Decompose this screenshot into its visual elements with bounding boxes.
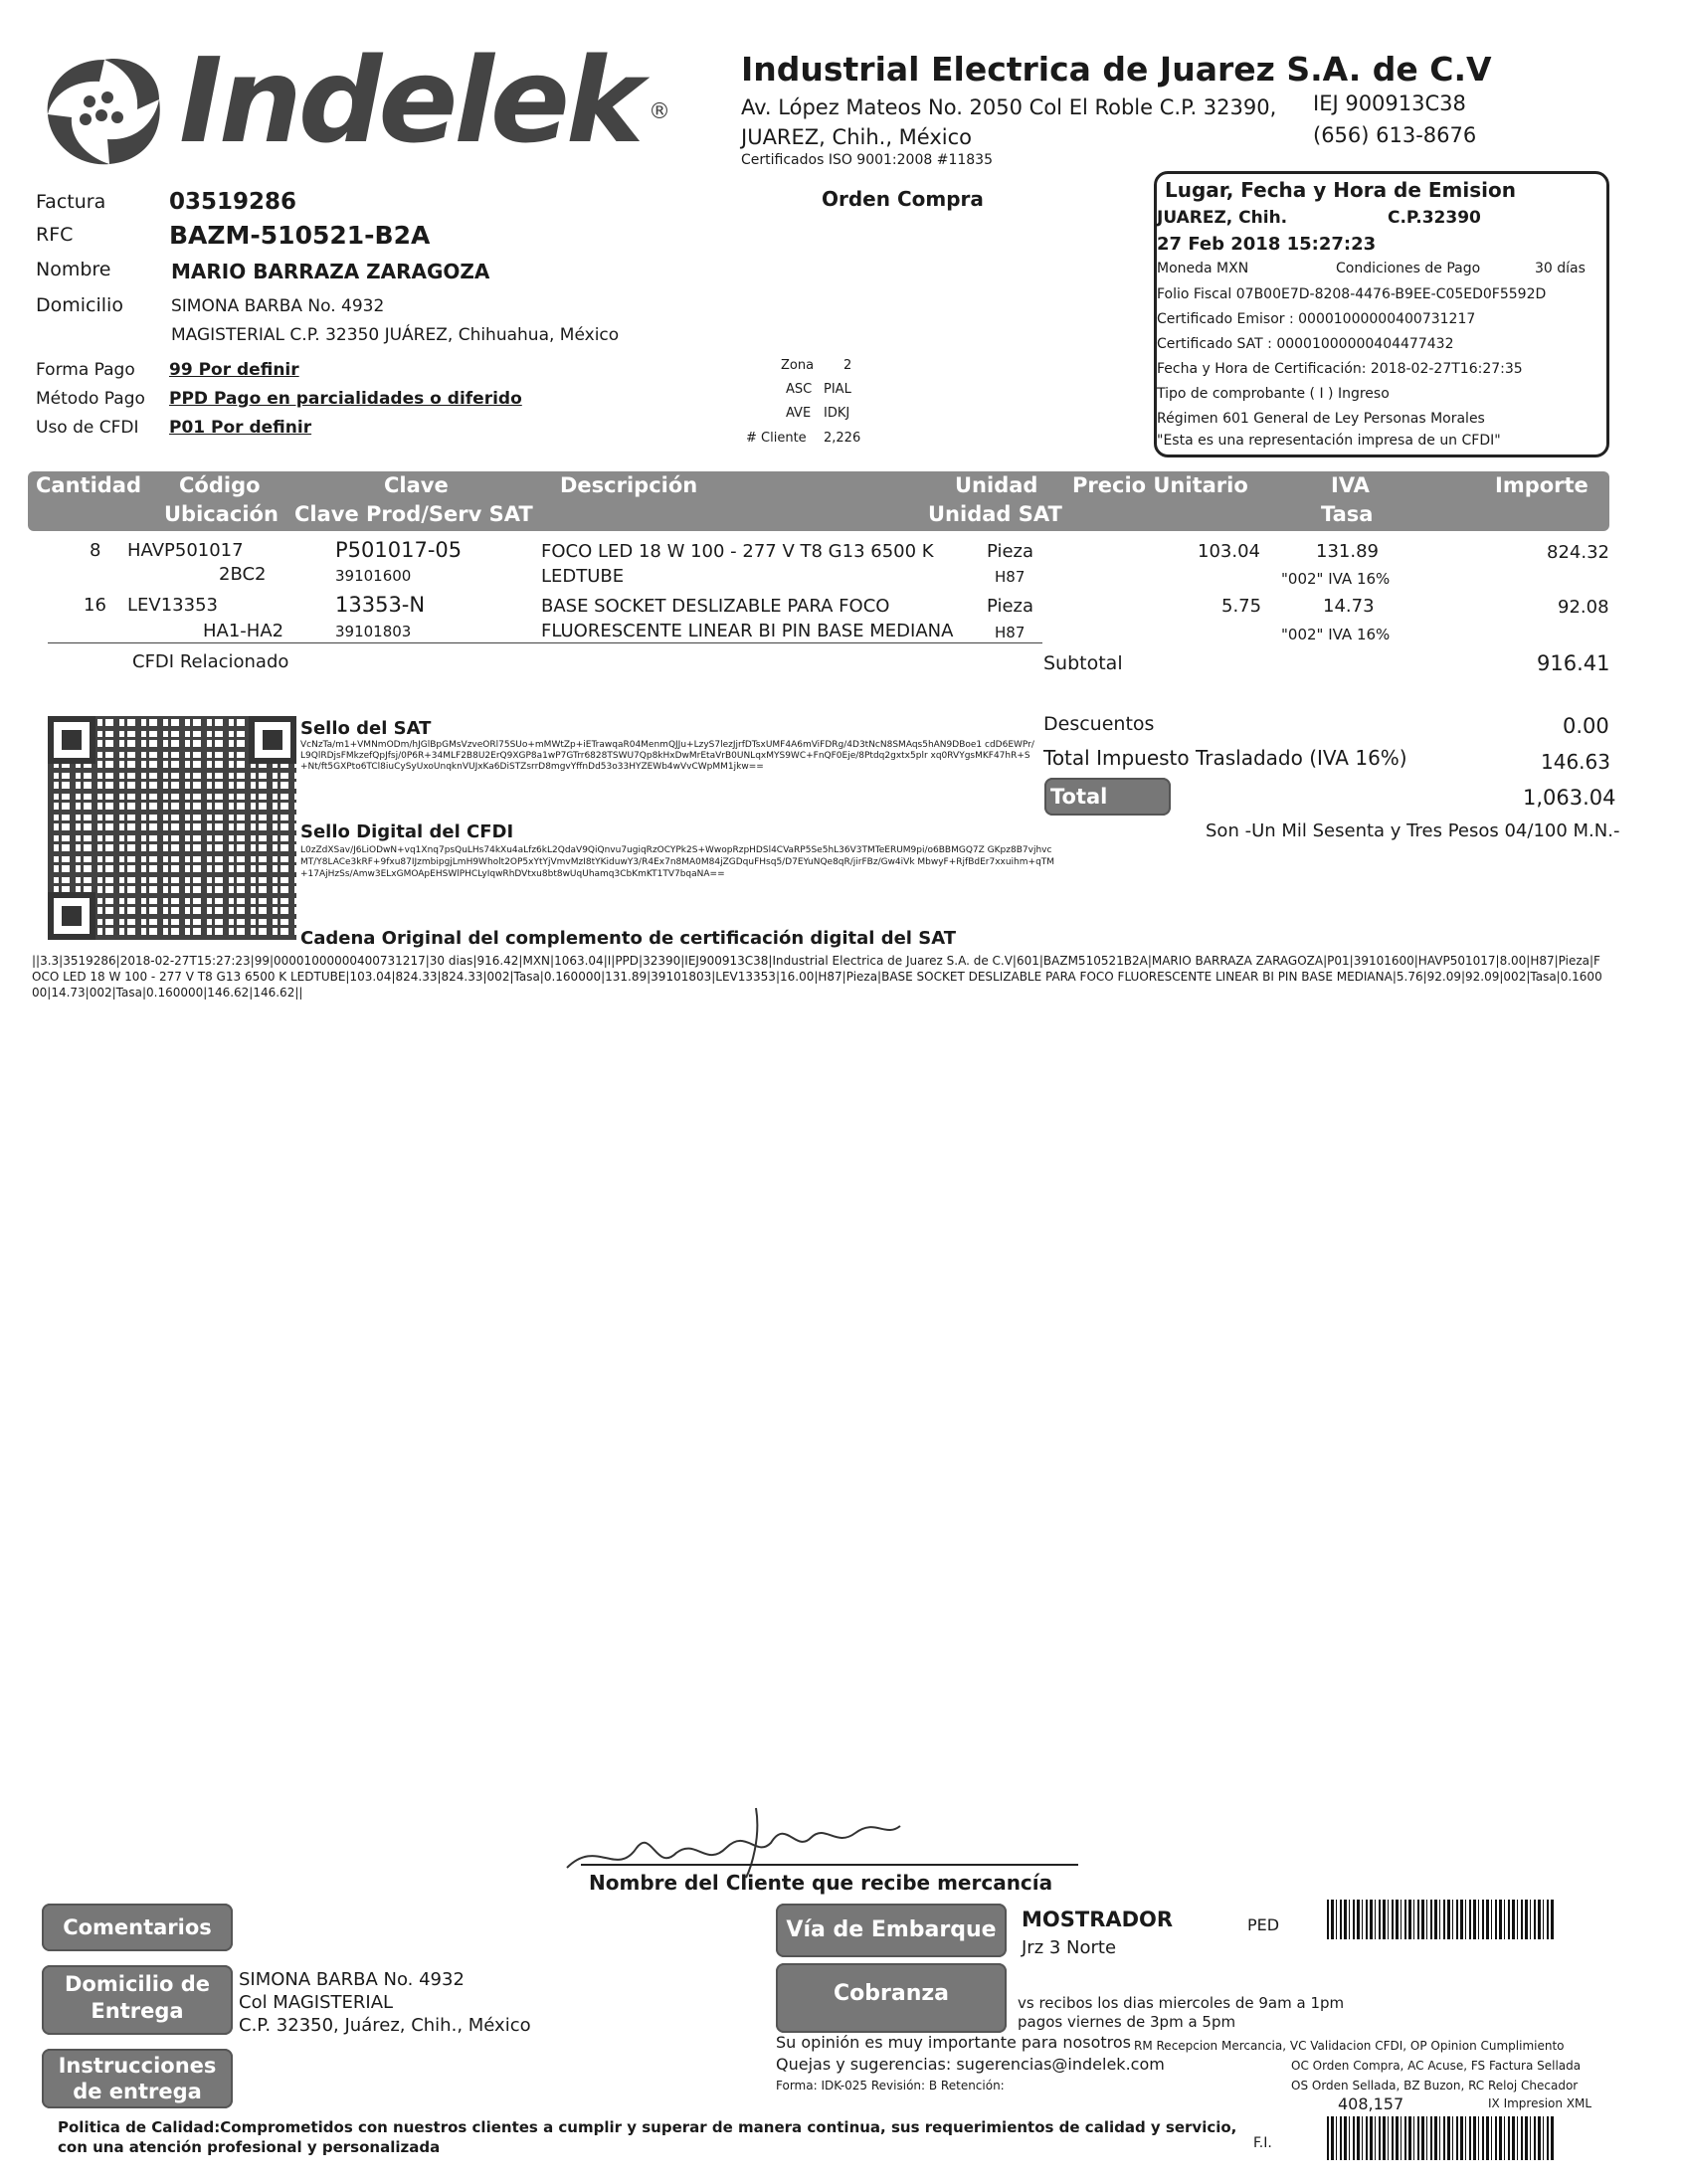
cadena-title: Cadena Original del complemento de certificación digital del SAT — [300, 928, 957, 949]
th-clave: Clave — [384, 473, 449, 497]
cell-iva: 14.73 — [1323, 596, 1375, 617]
company-address2: JUAREZ, Chih., México — [741, 125, 972, 149]
via-embarque-label: Vía de Embarque — [776, 1904, 1007, 1957]
leyenda-line2: OC Orden Compra, AC Acuse, FS Factura Sellada — [1291, 2059, 1582, 2073]
qr-corner — [48, 892, 95, 940]
table-header — [28, 471, 1609, 531]
emision-cp: C.P.32390 — [1388, 208, 1481, 228]
cell-clave: P501017-05 — [335, 538, 463, 562]
zona-value: 2 — [843, 358, 852, 373]
th-tasa: Tasa — [1321, 502, 1374, 526]
comentarios-label: Comentarios — [42, 1904, 233, 1951]
cell-codigo: LEV13353 — [127, 595, 218, 616]
total-label: Total — [1044, 778, 1171, 816]
nombre-value: MARIO BARRAZA ZARAGOZA — [171, 260, 490, 283]
cell-desc1: FOCO LED 18 W 100 - 277 V T8 G13 6500 K — [541, 541, 934, 562]
row-divider — [48, 642, 1042, 643]
uso-cfdi-label: Uso de CFDI — [36, 418, 139, 438]
sello-sat-title: Sello del SAT — [300, 718, 432, 739]
cell-codigo: HAVP501017 — [127, 540, 244, 561]
domicilio-entrega-label: Domicilio de Entrega — [42, 1965, 233, 2035]
emision-leyenda: "Esta es una representación impresa de un CFDI" — [1157, 433, 1501, 449]
sello-digital-text: L0zZdXSav/J6LiODwN+vq1Xnq7psQuLHs74kXu4aLfz6kL2QdaV9QiQnvu7ugiqRzOCYPk2S+WwopRzpHDSl4CVaRP5Se5hL36V3TMTeERUM9pi/o6BBMGQ7Z GKpz8B7vjhvcMT/Y8LACe3kRF+9fxu87IJzmbipgjLmH9Wholt2OP5xYtYjVmvMzI8tYKiduwY3/R4Ex7n8MA0M84jZGDquFHsq5/D7EYuNQe8qR/jirFBz/Gw4iVk MbwyF+RjfBdEr7xxuihm+qTM+17AjHzSs/Amw3ELxGMOApEHSWlPHCLyIqwRhDVtxu8bt8wUqUhamq3CbKmKT1TV7bqaNA== — [300, 845, 1055, 879]
qr-code — [48, 716, 296, 940]
company-phone: (656) 613-8676 — [1313, 123, 1477, 147]
entrega-line2: Col MAGISTERIAL — [239, 1992, 394, 2013]
cell-unidad-sat: H87 — [995, 624, 1026, 641]
company-rfc: IEJ 900913C38 — [1313, 91, 1466, 115]
sello-sat-text: VcNzTa/m1+VMNmODm/hJGlBpGMsVzveORl75SUo+mMWtZp+iETrawqaR04MenmQJJu+LzyS7lezJjrfDTsxUMF4A6mViFDRg/4D3tNcN8SMAqs5hAN9DBoe1 cdD6EWPr/L9QlRDjsFMkzefQpJfsj/0P6R+34MLF2B8U2ErQ9XGP8a1wP7GTrr6828TSWU7Qp8kHxDwMrEtaVrB0UNLqxMYS9WC+FnQF0Eje/8Ptdq2gxtx5plr xq0RVYgsMKF47hR+S+Nt/ft5GXPto6TCl8iuCySyUxoUnqknVUJxKa6DiSTZsrrD8mgvYffnDd53o33HYZEWb4wVvCWpMM1jkw== — [300, 740, 1034, 772]
cell-desc1: BASE SOCKET DESLIZABLE PARA FOCO — [541, 596, 890, 617]
barcode-top — [1327, 1900, 1556, 1939]
logo-swirl-icon — [30, 40, 179, 179]
cell-tasa: "002" IVA 16% — [1281, 626, 1391, 643]
cell-desc2: FLUORESCENTE LINEAR BI PIN BASE MEDIANA — [541, 621, 954, 641]
zona-label: Zona — [781, 358, 815, 373]
entrega-line3: C.P. 32350, Juárez, Chih., México — [239, 2015, 531, 2036]
leyenda-line3: OS Orden Sellada, BZ Buzon, RC Reloj Checador — [1291, 2079, 1579, 2093]
qr-corner — [249, 716, 296, 764]
company-address1: Av. López Mateos No. 2050 Col El Roble C.P. 32390, — [741, 95, 1277, 119]
uso-cfdi-value: P01 Por definir — [169, 418, 312, 438]
descuentos-value: 0.00 — [1563, 714, 1609, 738]
forma-pago-label: Forma Pago — [36, 360, 135, 380]
signature-line — [581, 1864, 1078, 1866]
emision-moneda: Moneda MXN — [1157, 261, 1249, 276]
th-unidad-sat: Unidad SAT — [928, 502, 1062, 526]
th-codigo: Código — [179, 473, 261, 497]
cobranza-line2: pagos viernes de 3pm a 5pm — [1018, 2013, 1236, 2031]
subtotal-label: Subtotal — [1043, 652, 1123, 674]
emision-condiciones: Condiciones de Pago — [1336, 261, 1481, 276]
factura-value: 03519286 — [169, 189, 297, 215]
th-cantidad: Cantidad — [36, 473, 142, 497]
cell-cantidad: 16 — [84, 595, 106, 616]
qr-corner — [48, 716, 95, 764]
th-clave-prod: Clave Prod/Serv SAT — [294, 502, 533, 526]
emision-folio: Folio Fiscal 07B00E7D-8208-4476-B9EE-C05ED0F5592D — [1157, 286, 1547, 302]
logo — [30, 32, 670, 179]
metodo-pago-label: Método Pago — [36, 389, 145, 409]
domicilio-label: Domicilio — [36, 294, 123, 316]
emision-box — [1154, 171, 1609, 457]
mostrador-value: MOSTRADOR — [1022, 1908, 1174, 1931]
total-letra: Son -Un Mil Sesenta y Tres Pesos 04/100 M.N.- — [1206, 820, 1620, 841]
cell-unidad: Pieza — [987, 541, 1034, 562]
descuentos-label: Descuentos — [1043, 713, 1155, 735]
asc-label: ASC — [786, 382, 813, 397]
ix-text: IX Impresion XML — [1488, 2096, 1592, 2110]
cadena-text: ||3.3|3519286|2018-02-27T15:27:23|99|00001000000400731217|30 dias|916.42|MXN|1063.04|I|PPD|32390|IEJ900913C38|Industrial Electrica de Juarez S.A. de C.V|601|BAZM510521B2A|MARIO BARRAZA ZARAGOZA|P01|39101600|HAVP501017|8.00|H87|Pieza|FOCO LED 18 W 100 - 277 V T8 G13 6500 K LEDTUBE|103.04|824.33|824.33|002|Tasa|0.160000|131.89|39101803|LEV13353|16.00|H87|Pieza|BASE SOCKET DESLIZABLE PARA FOCO FLUORESCENTE LINEAR BI PIN BASE MEDIANA|5.76|92.09|92.09|002|Tasa|0.160000|14.73|002|Tasa|0.160000|146.62|146.62|| — [32, 954, 1602, 1000]
nombre-label: Nombre — [36, 259, 111, 280]
emision-fecha-cert: Fecha y Hora de Certificación: 2018-02-27T16:27:35 — [1157, 361, 1523, 377]
cell-precio: 5.75 — [1221, 596, 1262, 617]
cfdi-relacionado: CFDI Relacionado — [132, 651, 289, 672]
cell-unidad: Pieza — [987, 596, 1034, 617]
company-name: Industrial Electrica de Juarez S.A. de C.V — [741, 50, 1492, 89]
ped-label: PED — [1247, 1915, 1280, 1934]
cell-iva: 131.89 — [1316, 541, 1379, 562]
emision-title: Lugar, Fecha y Hora de Emision — [1165, 178, 1516, 202]
form-number: 408,157 — [1338, 2094, 1404, 2113]
emision-fecha: 27 Feb 2018 15:27:23 — [1157, 234, 1377, 255]
total-value: 1,063.04 — [1523, 786, 1616, 810]
rfc-label: RFC — [36, 224, 74, 246]
factura-label: Factura — [36, 191, 106, 213]
instrucciones-label: Instrucciones de entrega — [42, 2049, 233, 2108]
rfc-value: BAZM-510521-B2A — [169, 221, 431, 250]
emision-cert-emisor: Certificado Emisor : 00001000000400731217 — [1157, 311, 1476, 327]
orden-compra-title: Orden Compra — [822, 187, 984, 211]
cliente-value: 2,226 — [824, 431, 861, 446]
registered-mark: ® — [649, 99, 670, 124]
th-precio: Precio Unitario — [1072, 473, 1248, 497]
impuesto-label: Total Impuesto Trasladado (IVA 16%) — [1043, 746, 1407, 770]
cell-importe: 92.08 — [1558, 597, 1609, 618]
domicilio-line1: SIMONA BARBA No. 4932 — [171, 296, 385, 316]
ave-label: AVE — [786, 406, 812, 421]
cell-precio: 103.04 — [1198, 541, 1260, 562]
entrega-line1: SIMONA BARBA No. 4932 — [239, 1969, 465, 1990]
th-descripcion: Descripción — [560, 473, 698, 497]
domicilio-line2: MAGISTERIAL C.P. 32350 JUÁREZ, Chihuahua, México — [171, 325, 620, 345]
cell-desc2: LEDTUBE — [541, 566, 625, 587]
forma-pago-value: 99 Por definir — [169, 360, 299, 380]
cell-unidad-sat: H87 — [995, 568, 1026, 586]
cell-ubicacion: 2BC2 — [219, 564, 267, 585]
cliente-label: # Cliente — [746, 431, 807, 446]
calidad-line1: Politica de Calidad:Comprometidos con nuestros clientes a cumplir y superar de manera continua, sus requerimientos de calidad y servicio, — [58, 2118, 1237, 2136]
metodo-pago-value: PPD Pago en parcialidades o diferido — [169, 389, 522, 409]
emision-lugar: JUAREZ, Chih. — [1157, 208, 1288, 228]
calidad-line2: con una atención profesional y personalizada — [58, 2138, 441, 2156]
asc-value: PIAL — [824, 382, 851, 397]
cobranza-line1: vs recibos los dias miercoles de 9am a 1pm — [1018, 1994, 1345, 2012]
opinion-text: Su opinión es muy importante para nosotros — [776, 2033, 1132, 2052]
emision-tipo: Tipo de comprobante ( I ) Ingreso — [1157, 386, 1390, 402]
subtotal-value: 916.41 — [1537, 651, 1610, 675]
leyenda-line1: RM Recepcion Mercancia, VC Validacion CFDI, OP Opinion Cumplimiento — [1134, 2039, 1565, 2053]
th-ubicacion: Ubicación — [164, 502, 279, 526]
fi-label: F.I. — [1253, 2135, 1272, 2151]
company-iso: Certificados ISO 9001:2008 #11835 — [741, 152, 993, 168]
cell-clave: 13353-N — [335, 593, 426, 617]
barcode-bottom — [1327, 2116, 1556, 2160]
th-iva: IVA — [1331, 473, 1370, 497]
emision-regimen: Régimen 601 General de Ley Personas Morales — [1157, 411, 1485, 427]
cell-cantidad: 8 — [90, 540, 101, 561]
recibe-label: Nombre del Cliente que recibe mercancía — [589, 1871, 1053, 1895]
jrz-value: Jrz 3 Norte — [1022, 1937, 1117, 1958]
sello-digital-title: Sello Digital del CFDI — [300, 821, 514, 842]
emision-dias: 30 días — [1535, 261, 1586, 276]
cell-clave-sat: 39101600 — [335, 567, 412, 585]
th-importe: Importe — [1495, 473, 1589, 497]
forma-text: Forma: IDK-025 Revisión: B Retención: — [776, 2079, 1005, 2093]
cell-tasa: "002" IVA 16% — [1281, 570, 1391, 588]
cell-clave-sat: 39101803 — [335, 623, 412, 640]
cell-ubicacion: HA1-HA2 — [203, 621, 284, 641]
cobranza-label: Cobranza — [776, 1963, 1007, 2033]
ave-value: IDKJ — [824, 406, 850, 421]
quejas-text: Quejas y sugerencias: sugerencias@indelek.com — [776, 2055, 1165, 2074]
impuesto-value: 146.63 — [1541, 750, 1610, 774]
cell-importe: 824.32 — [1547, 542, 1609, 563]
emision-cert-sat: Certificado SAT : 00001000000404477432 — [1157, 336, 1454, 352]
logo-text: Indelek — [179, 32, 641, 169]
th-unidad: Unidad — [955, 473, 1038, 497]
